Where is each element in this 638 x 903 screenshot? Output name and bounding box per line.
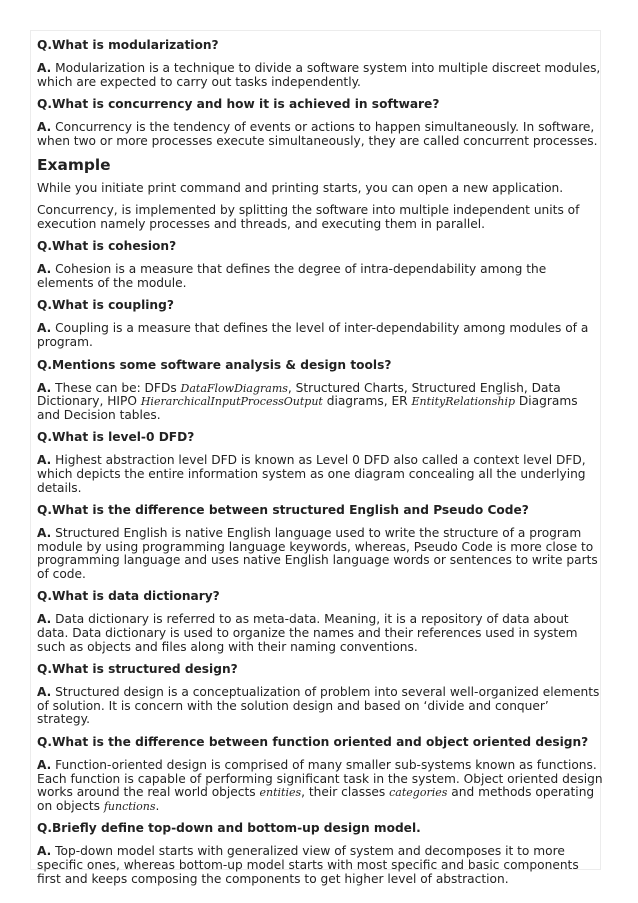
answer-prefix: A. (37, 526, 52, 541)
answer-prefix: A. (37, 380, 52, 395)
question-heading: Q.What is modularization? (37, 38, 219, 52)
answer-prefix: A. (37, 262, 52, 277)
answer-text: Modularization is a technique to divide a software system into multiple discreet modules, which are expected to carry out tasks independently. (37, 61, 601, 89)
question-heading: Q.What is coupling? (37, 298, 174, 313)
answer-text: Cohesion is a measure that defines the degree of intra-dependability among the elements of the module. (37, 262, 547, 290)
answer-prefix: A. (37, 685, 52, 700)
question-heading: Q.What is cohesion? (37, 239, 177, 254)
answer-text: Diagrams and Decision tables. (37, 394, 578, 422)
body-paragraph: Concurrency, is implemented by splitting the software into multiple independent units of execution namely processes and threads, and executing them in parallel. (37, 202, 580, 231)
answer-paragraph (37, 613, 603, 654)
answer-text: Structured English is native English language used to write the structure of a program module by using programming language keywords, whereas, Pseudo Code is more close to programming language and uses native English language words or sentences to write parts of code. (37, 526, 598, 581)
question-heading: Q.What is concurrency and how it is achieved in software? (37, 97, 440, 112)
question-heading: Q.What is the difference between structured English and Pseudo Code? (37, 503, 529, 518)
answer-text: Data dictionary is referred to as meta-data. Meaning, it is a repository of data about data. Data dictionary is used to organize the names and their references used in system such as objects and files along with their naming conventions. (37, 612, 578, 654)
italic-term: functions (103, 799, 156, 813)
answer-paragraph (37, 62, 603, 89)
answer-prefix: A. (37, 321, 52, 336)
answer-paragraph (37, 845, 603, 886)
answer-text: , their classes (301, 785, 390, 800)
italic-term: categories (389, 786, 448, 800)
body-paragraph: While you initiate print command and printing starts, you can open a new application. (37, 181, 564, 196)
document-content (37, 38, 603, 894)
question-heading: Q.What is the difference between function oriented and object oriented design? (37, 735, 589, 750)
answer-prefix: A. (37, 453, 52, 468)
answer-text: Concurrency is the tendency of events or actions to happen simultaneously. In software, when two or more processes execute simultaneously, they are called concurrent processes. (37, 120, 598, 148)
answer-prefix: A. (37, 61, 52, 75)
answer-text: Structured design is a conceptualization of problem into several well-organized elements of solution. It is concern with the solution design and based on ‘divide and conquer’ strategy. (37, 685, 600, 727)
answer-text: . (155, 798, 160, 813)
answer-prefix: A. (37, 612, 52, 627)
question-heading: Q.Mentions some software analysis & design tools? (37, 357, 392, 372)
answer-prefix: A. (37, 758, 52, 773)
answer-text: Top-down model starts with generalized view of system and decomposes it to more specific ones, whereas bottom-up model starts with most specific and basic components first and keeps composing the components to get higher level of abstraction. (37, 844, 579, 886)
italic-term: EntityRelationship (411, 395, 516, 409)
answer-text: Highest abstraction level DFD is known as Level 0 DFD also called a context level DFD, which depicts the entire information system as one diagram concealing all the underlying details. (37, 453, 586, 495)
answer-paragraph (37, 759, 603, 813)
answer-text: Coupling is a measure that defines the level of inter-dependability among modules of a program. (37, 321, 589, 349)
section-heading: Example (37, 156, 111, 175)
answer-text: , Structured Charts, Structured English, Data Dictionary, HIPO (37, 380, 561, 409)
answer-paragraph (37, 454, 603, 495)
answer-paragraph (37, 686, 603, 727)
answer-paragraph (37, 322, 603, 349)
question-heading: Q.Briefly define top-down and bottom-up design model. (37, 821, 421, 836)
answer-paragraph (37, 263, 603, 290)
answer-prefix: A. (37, 120, 52, 135)
italic-term: entities (259, 786, 302, 800)
italic-term: HierarchicalInputProcessOutput (140, 395, 323, 409)
question-heading: Q.What is structured design? (37, 662, 238, 677)
answer-text: These can be: DFDs (55, 380, 181, 395)
answer-text: diagrams, ER (322, 394, 412, 409)
answer-text: and methods operating on objects (37, 785, 595, 813)
answer-prefix: A. (37, 844, 52, 859)
answer-paragraph (37, 527, 603, 581)
italic-term: DataFlowDiagrams (180, 381, 288, 395)
question-heading: Q.What is level-0 DFD? (37, 430, 195, 445)
question-heading: Q.What is data dictionary? (37, 589, 220, 604)
answer-text: Function-oriented design is comprised of many smaller sub-systems known as functions. Each function is capable of performing significant task in the system. Object oriented design works around the real world objects (37, 758, 603, 800)
answer-paragraph (37, 382, 603, 423)
answer-paragraph (37, 121, 603, 148)
